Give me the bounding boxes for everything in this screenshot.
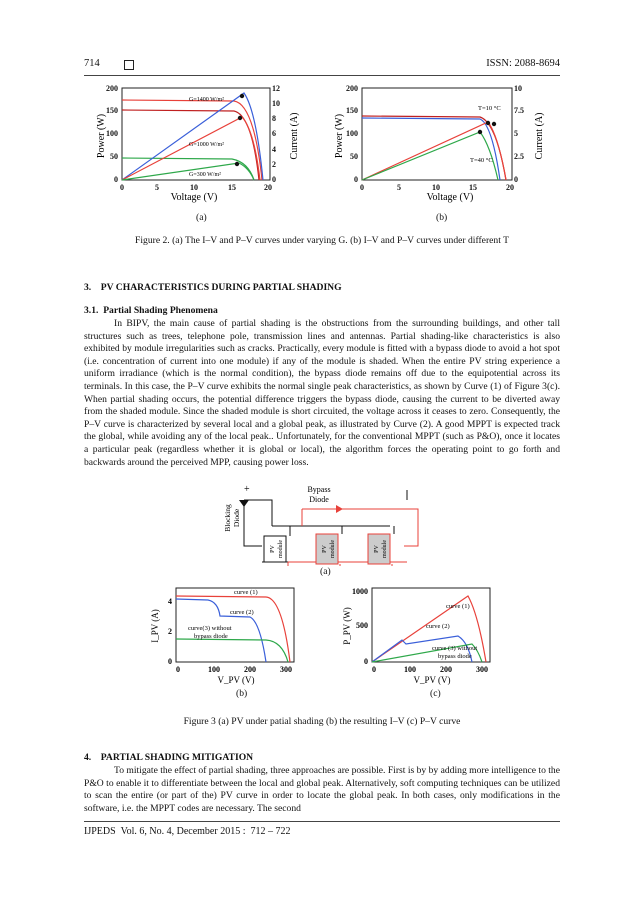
fig3b-curve3-label: curve(3) without bbox=[188, 625, 232, 632]
fig3-caption: Figure 3 (a) PV under patial shading (b) the resulting I–V (c) P–V curve bbox=[183, 716, 461, 727]
svg-text:2: 2 bbox=[168, 627, 172, 636]
fig3c-curve2-label: curve (2) bbox=[426, 623, 450, 630]
fig3c-curve3-label2: bypass diode bbox=[438, 653, 472, 660]
bypass-label: Bypass bbox=[307, 485, 331, 494]
figure-3a-circuit bbox=[222, 480, 432, 578]
fig2a-mpp-marker bbox=[235, 162, 239, 166]
fig3-label-c: (c) bbox=[430, 688, 441, 699]
fig2a-xlabel: Voltage (V) bbox=[170, 192, 218, 203]
svg-text:module: module bbox=[330, 540, 336, 558]
fig2b-annotation: T=40 °C bbox=[470, 157, 493, 164]
fig2-label-b: (b) bbox=[436, 212, 448, 223]
fig2b-ytick-right: 0 bbox=[514, 175, 518, 184]
fig3b-curve-3 bbox=[176, 639, 288, 662]
fig2a-ytick-right: 4 bbox=[272, 145, 276, 154]
fig3c-curve1-label: curve (1) bbox=[446, 603, 470, 610]
fig2a-ytick: 0 bbox=[114, 175, 118, 184]
fig2a-ytick-right: 2 bbox=[272, 160, 276, 169]
fig2b-xtick: 20 bbox=[506, 183, 514, 192]
svg-text:300: 300 bbox=[476, 665, 488, 674]
fig2b-ytick: 50 bbox=[350, 152, 358, 161]
fig2a-ytick-right: 0 bbox=[272, 175, 276, 184]
fig3b-ylabel: I_PV (A) bbox=[150, 609, 160, 643]
fig2a-annotation: G=1000 W/m² bbox=[189, 142, 224, 148]
fig2b-ytick-right: 7.5 bbox=[514, 106, 524, 115]
fig2a-ytick: 100 bbox=[106, 129, 118, 138]
fig2b-xlabel: Voltage (V) bbox=[426, 192, 474, 203]
svg-text:0: 0 bbox=[364, 657, 368, 666]
svg-text:0: 0 bbox=[168, 657, 172, 666]
square-icon bbox=[124, 60, 134, 70]
fig3c-curve3-label: curve (3) without bbox=[432, 645, 478, 652]
fig2b-ytick: 100 bbox=[346, 129, 358, 138]
fig3-label-b: (b) bbox=[236, 688, 248, 699]
svg-text:100: 100 bbox=[208, 665, 220, 674]
svg-text:100: 100 bbox=[404, 665, 416, 674]
footer-citation: IJPEDS Vol. 6, No. 4, December 2015 : 712 – 722 bbox=[84, 826, 291, 837]
section-4-title: 4. PARTIAL SHADING MITIGATION bbox=[84, 752, 254, 763]
diode-label: Diode bbox=[232, 508, 241, 528]
fig2b-annotation: T=10 °C bbox=[478, 105, 501, 112]
bypass-diode-label: Diode bbox=[309, 495, 329, 504]
svg-text:200: 200 bbox=[244, 665, 256, 674]
fig2b-mpp-marker bbox=[486, 121, 490, 125]
footer-rule bbox=[84, 821, 560, 822]
svg-text:500: 500 bbox=[356, 621, 368, 630]
fig2-caption: Figure 2. (a) The I–V and P–V curves under varying G. (b) I–V and P–V curves under different T bbox=[135, 235, 509, 246]
svg-text:200: 200 bbox=[440, 665, 452, 674]
svg-text:300: 300 bbox=[280, 665, 292, 674]
fig2b-xtick: 15 bbox=[469, 183, 477, 192]
fig2a-ytick: 150 bbox=[106, 106, 118, 115]
fig2a-mpp-marker bbox=[238, 116, 242, 120]
figure-2a bbox=[94, 80, 306, 210]
fig2b-ylabel-right: Current (A) bbox=[534, 112, 545, 160]
fig2b-ylabel: Power (W) bbox=[334, 113, 345, 159]
svg-text:module: module bbox=[382, 540, 388, 558]
fig2b-xtick: 5 bbox=[397, 183, 401, 192]
figure-2b bbox=[330, 80, 552, 210]
fig2b-ytick: 0 bbox=[354, 175, 358, 184]
fig2-label-a: (a) bbox=[196, 212, 207, 223]
fig2a-mpp-marker bbox=[240, 94, 244, 98]
header-rule bbox=[84, 75, 560, 76]
svg-text:PV: PV bbox=[322, 545, 328, 553]
fig2b-mpp-marker bbox=[478, 130, 482, 134]
blocking-label: Blocking bbox=[223, 504, 232, 532]
blocking-diode-icon bbox=[239, 500, 249, 507]
fig2a-ytick-right: 6 bbox=[272, 129, 276, 138]
fig2a-ylabel-right: Current (A) bbox=[289, 112, 300, 160]
fig3c-xlabel: V_PV (V) bbox=[413, 675, 451, 685]
fig2b-ytick-right: 10 bbox=[514, 84, 522, 93]
fig2b-ytick-right: 5 bbox=[514, 129, 518, 138]
fig2a-xtick: 20 bbox=[264, 183, 272, 192]
section-3-1-title: 3.1. Partial Shading Phenomena bbox=[84, 305, 218, 316]
fig2a-ytick-right: 10 bbox=[272, 99, 280, 108]
fig2a-xtick: 5 bbox=[155, 183, 159, 192]
fig2a-xtick: 0 bbox=[120, 183, 124, 192]
fig2b-ytick: 200 bbox=[346, 84, 358, 93]
svg-text:1000: 1000 bbox=[352, 587, 368, 596]
svg-text:0: 0 bbox=[372, 665, 376, 674]
section-3-paragraph: In BIPV, the main cause of partial shading is the obstructions from the surrounding buildings, and other tall structures such as trees, telephone pole, transmission lines and antennas. Partial shading-like characteristics is also exhibited by module irregularities such as cracks. Practically, every module is fitted with a bypass diode to avoid a hot spot (i.e. concentration of current into one module) if any of the module is shaded. When the entire PV string experience a uniform irradiance (which is the normal condition), the bypass diode remains off due to the equipotential across its terminals. In this case, the P–V curve exhibits the normal single peak characteristics, as shown by Curve (1) of Figure 3(c). When partial shading occurs, the potential difference triggers the bypass diode, causing the current to be diverted away from the shaded module. Since the shaded module is short circuited, the voltage across it ceases to zero. Consequently, the P–V curve is characterized by several local and a global peak, as illustrated by Curve (2). A good MPPT is expected track the global, while avoiding any of the local peak.. Unfortunately, for the conventional MPPT (such as P&O), once it locates a particular peak (regardless whether it is global or local), the algorithm forces the operating point to go forth and backwards around the perceived MPP, causing power loss. bbox=[84, 318, 560, 468]
fig3c-ylabel: P_PV (W) bbox=[342, 607, 352, 645]
fig2b-ytick-right: 2.5 bbox=[514, 152, 524, 161]
fig3-label-a: (a) bbox=[320, 566, 331, 577]
fig3b-curve2-label: curve (2) bbox=[230, 609, 254, 616]
svg-text:module: module bbox=[278, 540, 284, 558]
figure-3c bbox=[340, 584, 500, 688]
svg-text:PV: PV bbox=[270, 545, 276, 553]
page-number: 714 bbox=[84, 58, 100, 69]
section-3-title: 3. PV CHARACTERISTICS DURING PARTIAL SHADING bbox=[84, 282, 342, 293]
fig2b-xtick: 10 bbox=[432, 183, 440, 192]
fig2a-xtick: 15 bbox=[228, 183, 236, 192]
figure-3b bbox=[148, 584, 308, 688]
fig2a-ytick: 50 bbox=[110, 152, 118, 161]
fig3b-curve3-label2: bypass diode bbox=[194, 633, 228, 640]
fig2a-curve-iv-1400 bbox=[122, 100, 262, 180]
svg-text:0: 0 bbox=[176, 665, 180, 674]
fig2b-mpp-marker bbox=[492, 122, 496, 126]
fig2b-ytick: 150 bbox=[346, 106, 358, 115]
fig2b-curve-pv-40 bbox=[362, 132, 498, 180]
svg-text:PV: PV bbox=[374, 545, 380, 553]
fig2a-annotation: G=300 W/m² bbox=[189, 172, 221, 178]
section-4-paragraph: To mitigate the effect of partial shading, three approaches are possible. First is by by adding more intelligence to the P&O to enable it to differentiate between the local and global peak. Alternatively, soft computing techniques can be utilized to scan the entire (or part of the) PV curve in order to locate the global peak. In both cases, only modifications in the software, i.e. the MPPT codes are necessary. The second bbox=[84, 765, 560, 814]
fig2a-ytick-right: 12 bbox=[272, 84, 280, 93]
svg-text:4: 4 bbox=[168, 597, 172, 606]
issn: ISSN: 2088-8694 bbox=[486, 58, 560, 69]
fig3b-xlabel: V_PV (V) bbox=[217, 675, 255, 685]
fig2a-ytick-right: 8 bbox=[272, 114, 276, 123]
fig3b-curve1-label: curve (1) bbox=[234, 589, 258, 596]
fig2a-xtick: 10 bbox=[190, 183, 198, 192]
plus-sign: + bbox=[244, 484, 250, 495]
fig2b-xtick: 0 bbox=[360, 183, 364, 192]
fig2a-ylabel: Power (W) bbox=[96, 113, 107, 159]
fig2a-ytick: 200 bbox=[106, 84, 118, 93]
bypass-diode-icon bbox=[336, 505, 343, 513]
fig2a-annotation: G=1400 W/m² bbox=[189, 97, 224, 103]
